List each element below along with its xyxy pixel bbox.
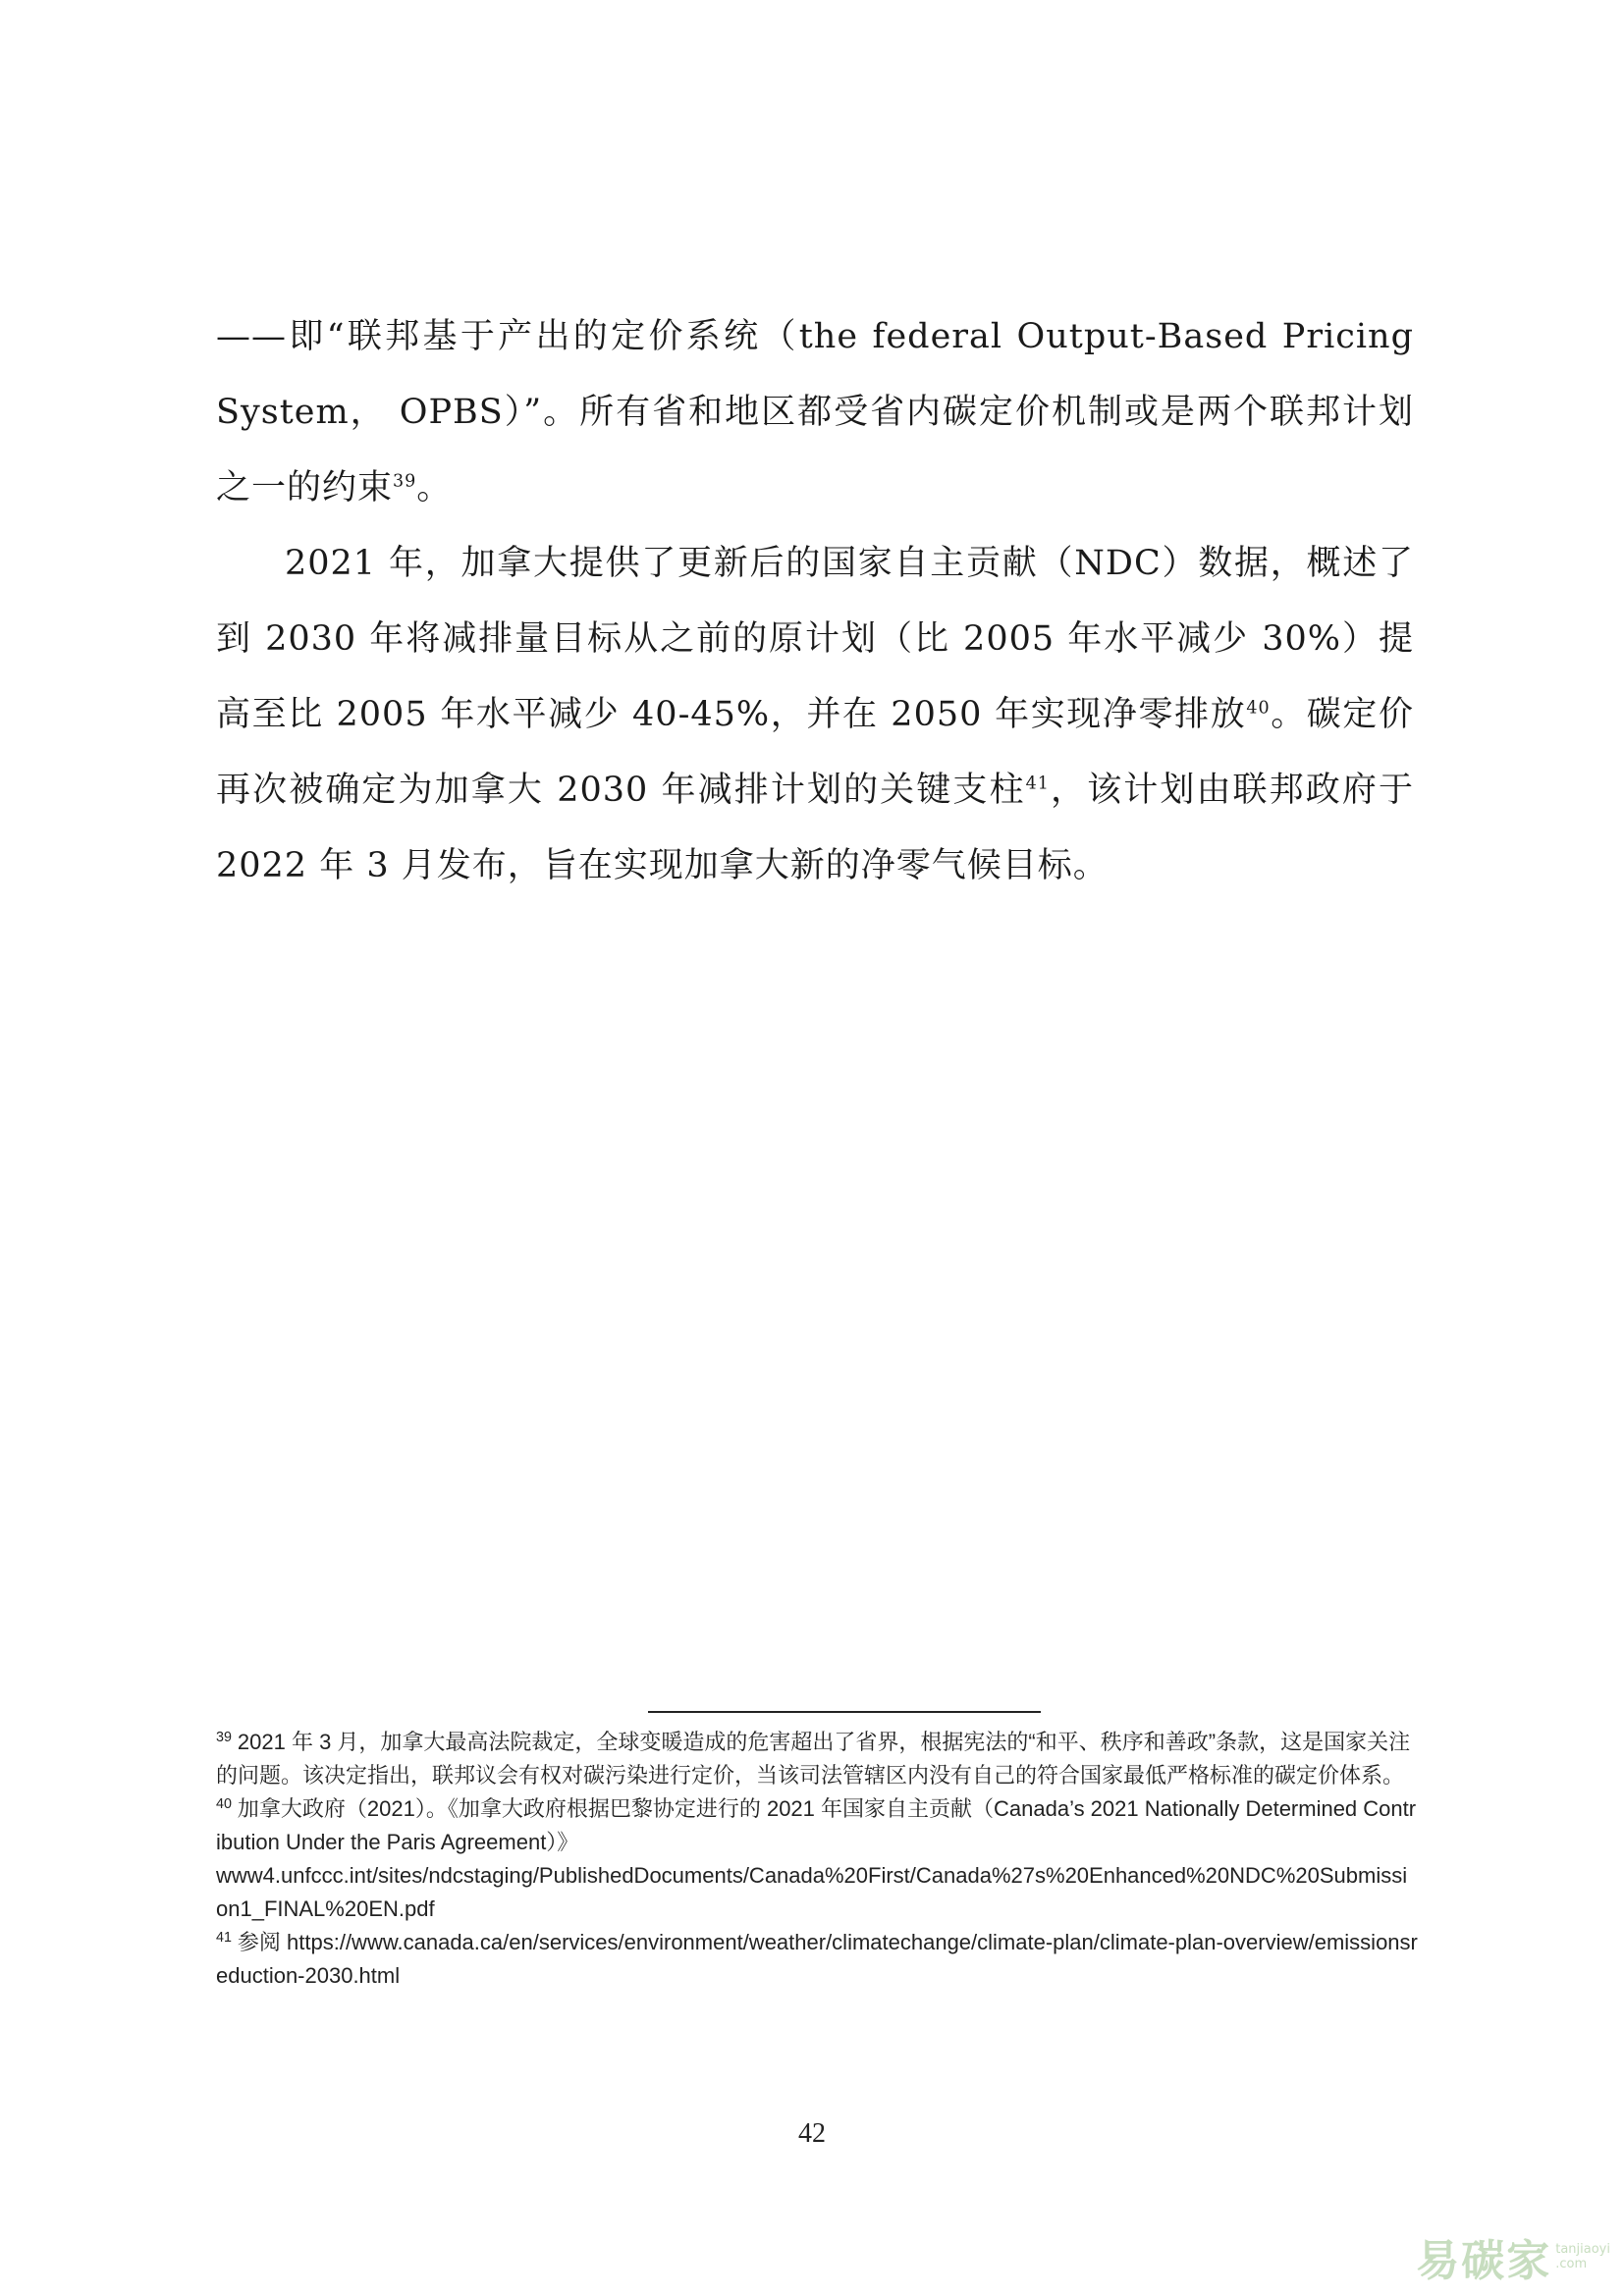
- watermark-domain-line2: .com: [1555, 2257, 1588, 2271]
- watermark-logo-text: 易碳家: [1416, 2236, 1552, 2286]
- watermark-logo: [1416, 2229, 1610, 2284]
- footnote-ref-41[interactable]: 41: [1025, 774, 1050, 794]
- footnote-text[interactable]: 参阅 https://www.canada.ca/en/services/environment/weather/climatechange/climate-plan/climate-plan-overview/emissionsreduction-2030.html: [216, 1930, 1418, 1988]
- paragraph-1: [216, 299, 1414, 526]
- paragraph-1-text: ——即“联邦基于产出的定价系统（the federal Output-Based Pricing System， OPBS）”。所有省和地区都受省内碳定价机制或是两个联邦计划之一的约束: [216, 317, 1414, 507]
- watermark-domain: [1555, 2242, 1610, 2271]
- paragraph-2-seg2: 。碳定价再次被确定为加拿大 2030 年减排计划的关键支柱: [216, 695, 1414, 810]
- footnote-text: 加拿大政府（2021）。《加拿大政府根据巴黎协定进行的 2021 年国家自主贡献（Canada’s 2021 Nationally Determined Contribution Under the Paris Agreement）》: [216, 1796, 1417, 1854]
- footnote-separator: [648, 1711, 1041, 1713]
- footnote-url[interactable]: www4.unfccc.int/sites/ndcstaging/PublishedDocuments/Canada%20First/Canada%27s%20Enhanced%20NDC%20Submission1_FINAL%20EN.pdf: [216, 1863, 1408, 1921]
- paragraph-1-tail: 。: [416, 468, 453, 507]
- footnote-40: [216, 1792, 1419, 1926]
- footnote-ref-40[interactable]: 40: [1246, 698, 1271, 719]
- footnote-41: [216, 1926, 1419, 1993]
- watermark-domain-line1: tanjiaoyi: [1555, 2242, 1610, 2257]
- footnote-number: 39: [216, 1729, 232, 1745]
- footnotes: [216, 1726, 1419, 1993]
- footnote-number: 41: [216, 1929, 232, 1946]
- page-number: 42: [798, 2118, 826, 2149]
- footnote-text: 2021 年 3 月，加拿大最高法院裁定，全球变暖造成的危害超出了省界，根据宪法的“和平、秩序和善政”条款，这是国家关注的问题。该决定指出，联邦议会有权对碳污染进行定价，当该司法管辖区内没有自己的符合国家最低严格标准的碳定价体系。: [216, 1730, 1411, 1788]
- footnote-number: 40: [216, 1795, 232, 1812]
- footnote-ref-39[interactable]: 39: [393, 471, 417, 492]
- paragraph-2-seg3: ，该计划由联邦政府于 2022 年 3 月发布，旨在实现加拿大新的净零气候目标。: [216, 771, 1414, 885]
- footnote-39: [216, 1726, 1419, 1792]
- paragraph-2: [216, 526, 1414, 904]
- body-text: [216, 299, 1414, 904]
- paragraph-2-seg1: 2021 年，加拿大提供了更新后的国家自主贡献（NDC）数据，概述了到 2030 年将减排量目标从之前的原计划（比 2005 年水平减少 30%）提高至比 2005 年水平减少 40-45%，并在 2050 年实现净零排放: [216, 544, 1414, 734]
